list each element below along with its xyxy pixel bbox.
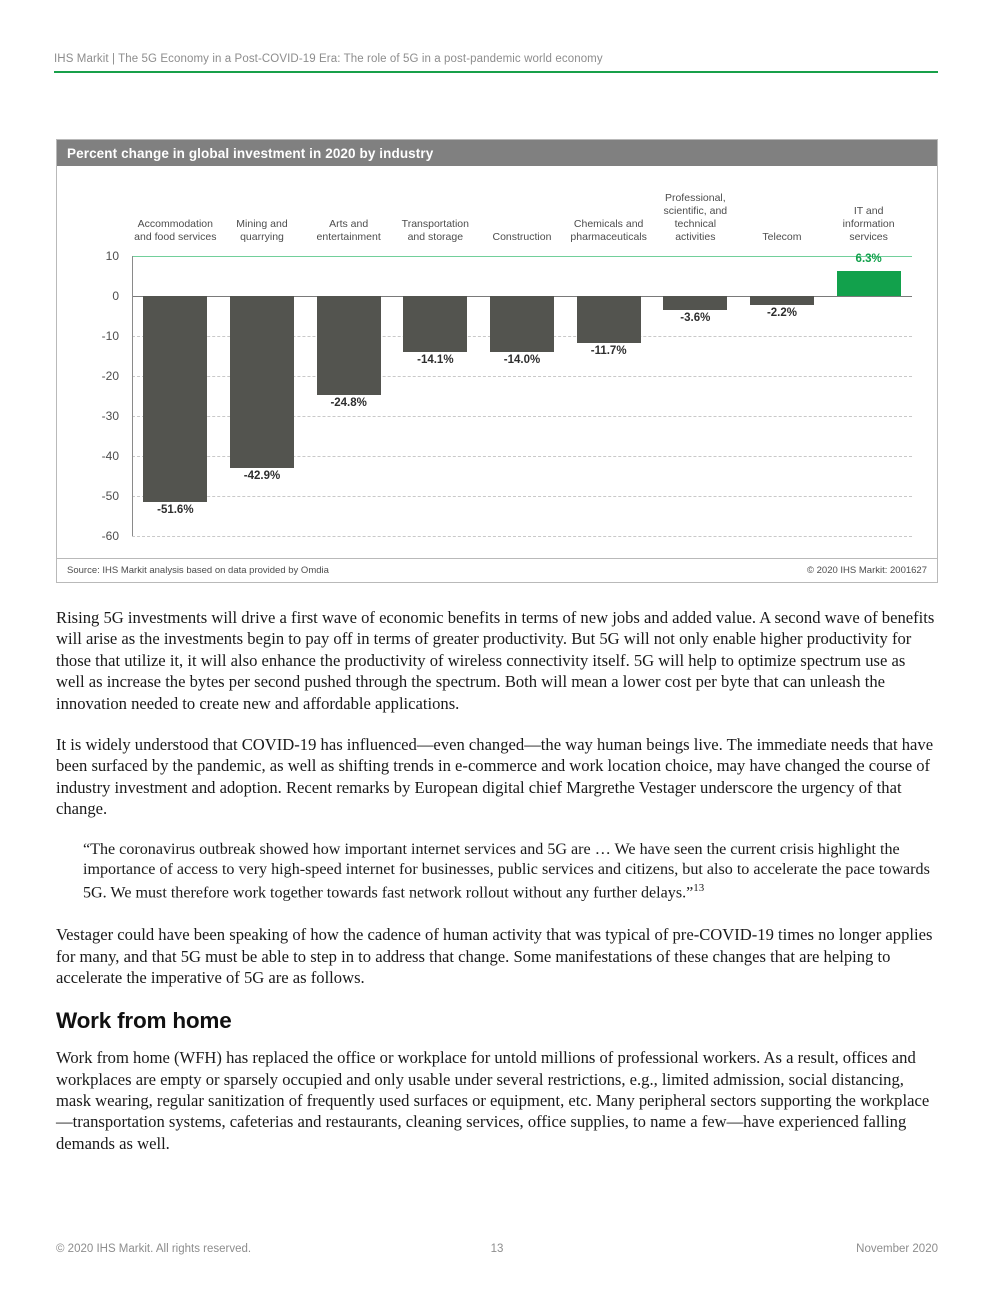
- category-label-line: IT and: [853, 205, 884, 217]
- category-label-line: technical: [674, 218, 717, 230]
- y-axis-tick-label: -20: [101, 369, 119, 383]
- body-column: [56, 607, 938, 1174]
- footer-copyright: © 2020 IHS Markit. All rights reserved.: [56, 1243, 252, 1255]
- bar-value-label: -24.8%: [330, 397, 367, 410]
- category-label-line: Transportation: [401, 218, 469, 230]
- category-label-line: and storage: [407, 231, 464, 243]
- y-axis-tick-label: -60: [101, 529, 119, 543]
- page-footer: [56, 1243, 938, 1255]
- y-axis-tick-label: 0: [112, 289, 119, 303]
- bar: [750, 296, 814, 305]
- bar-value-label: -42.9%: [243, 469, 281, 482]
- gridline--50: [132, 496, 912, 497]
- category-label-line: Professional,: [664, 192, 726, 204]
- category-label-line: scientific, and: [663, 205, 728, 217]
- bar: [577, 296, 641, 343]
- y-axis-tick-label: -30: [101, 409, 119, 423]
- chart-category-labels: [57, 166, 937, 246]
- header-rule: [54, 71, 938, 73]
- chart-copyright-note: © 2020 IHS Markit: 2001627: [806, 565, 927, 576]
- chart-source-note: Source: IHS Markit analysis based on data provided by Omdia: [67, 565, 329, 576]
- category-label-line: Telecom: [762, 231, 802, 243]
- category-label-line: Arts and: [329, 218, 369, 230]
- chart-plot-area: [57, 166, 937, 558]
- bar-value-label: -11.7%: [590, 344, 627, 357]
- running-header: [54, 53, 938, 73]
- bar: [663, 296, 727, 310]
- chart-axis-area: [57, 246, 937, 558]
- paragraph-3: Vestager could have been speaking of how the cadence of human activity that was typical of pre-COVID-19 times no longer applies for many, and that 5G must be able to step in to address that change. Some manifestations of these changes that are helping to accelerate the imperative of 5G are as follows.: [56, 925, 933, 987]
- bar-value-label: -51.6%: [157, 504, 194, 517]
- chart-title: Percent change in global investment in 2020 by industry: [67, 145, 434, 161]
- y-axis-tick-label: -50: [101, 489, 119, 503]
- category-label-line: information: [842, 218, 895, 230]
- category-label-line: Chemicals and: [573, 218, 644, 230]
- category-label-line: activities: [675, 231, 716, 243]
- y-axis-line: [132, 256, 133, 536]
- chart-exhibit: [56, 139, 938, 583]
- bar-value-label: 6.3%: [855, 252, 882, 265]
- paragraph-4: Work from home (WFH) has replaced the office or workplace for untold millions of professional workers. As a result, offices and workplaces are empty or sparsely occupied and only usable under several restrictions, e.g., limited admission, social distancing, mask wearing, regular sanitization of frequently used surfaces or equipment, etc. Many peripheral sectors supporting the workplace—transportation systems, cafeterias and restaurants, cleaning services, office supplies, to name a few—have experienced falling demands as well.: [56, 1048, 930, 1153]
- category-label-line: Accommodation: [137, 218, 213, 230]
- category-label: [213, 218, 312, 244]
- block-quote-text: “The coronavirus outbreak showed how important internet services and 5G are … We have seen the current crisis highlight the importance of access to very high-speed internet for businesses, public services and citizens, but also to accelerate the pace towards 5G. We must therefore work together towards fast network rollout without any further delays.”: [83, 840, 930, 902]
- category-label: [473, 231, 572, 244]
- running-header-text: IHS Markit | The 5G Economy in a Post-COVID-19 Era: The role of 5G in a post-pandemic world economy: [54, 53, 603, 65]
- chart-title-bar: [57, 140, 937, 166]
- chart-footer: [57, 558, 937, 582]
- category-label-line: quarrying: [240, 231, 284, 243]
- category-label-line: Mining and: [236, 218, 288, 230]
- gridline-10: [132, 256, 912, 257]
- category-label: [559, 218, 658, 244]
- bar-value-label: -14.0%: [503, 354, 541, 366]
- bar: [143, 296, 207, 502]
- bar-value-label: -2.2%: [766, 306, 797, 319]
- y-axis-tick-label: 10: [105, 249, 119, 263]
- category-label: [299, 218, 398, 244]
- category-label-line: services: [849, 231, 888, 243]
- bar-value-label: -3.6%: [680, 312, 711, 325]
- section-heading: Work from home: [56, 1008, 232, 1034]
- gridline--60: [132, 536, 912, 537]
- paragraph-2: It is widely understood that COVID-19 has influenced—even changed—the way human beings live. The immediate needs that have been surfaced by the pandemic, as well as shifting trends in e-commerce and work location choice, may have changed the course of industry investment and adoption. Recent remarks by European digital chief Margrethe Vestager underscore the urgency of that change.: [56, 734, 934, 819]
- category-label: [733, 231, 832, 244]
- footer-date: November 2020: [856, 1243, 938, 1255]
- bar: [230, 296, 294, 468]
- category-label-line: pharmaceuticals: [570, 231, 647, 243]
- paragraph-1: Rising 5G investments will drive a first wave of economic benefits in terms of new jobs and added value. A second wave of benefits will arise as the investments begin to pay off in terms of greater productivity. But 5G will not only enable higher productivity for those that utilize it, it will also enhance the productivity of wireless connectivity itself. 5G will help to optimize spectrum use as well as increase the bytes per second pushed through the spectrum. Both will mean a lower cost per byte that can unleash the innovation needed to create new and affordable applications.: [56, 608, 935, 713]
- footnote-marker: 13: [693, 882, 705, 895]
- category-label-line: Construction: [492, 231, 552, 243]
- bar-value-label: -14.1%: [417, 354, 454, 367]
- category-label-line: and food services: [134, 231, 217, 243]
- category-label: [646, 192, 745, 244]
- block-quote: [56, 840, 938, 905]
- bar: [490, 296, 554, 352]
- y-axis-tick-label: -40: [101, 449, 119, 463]
- bar: [403, 296, 467, 352]
- bar: [837, 271, 901, 296]
- category-label: [126, 218, 225, 244]
- category-label: [819, 205, 918, 244]
- category-label-line: entertainment: [316, 231, 381, 243]
- y-axis-tick-label: -10: [101, 329, 119, 343]
- bar: [317, 296, 381, 395]
- category-label: [386, 218, 485, 244]
- footer-page-number: 13: [490, 1243, 504, 1255]
